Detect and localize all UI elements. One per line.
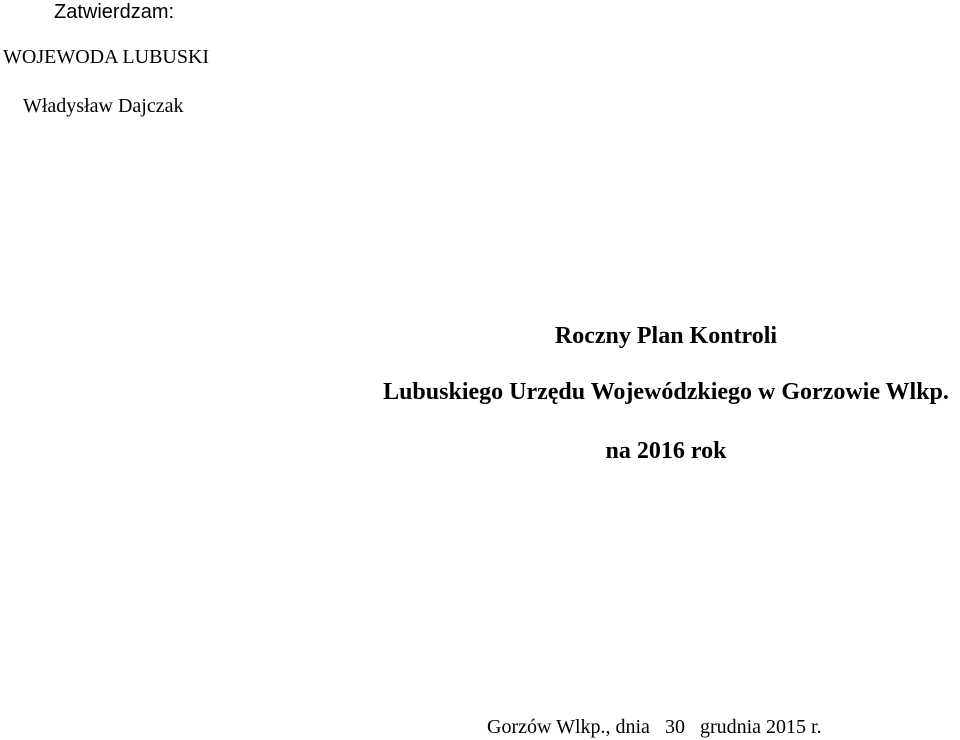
document-title-line-3: na 2016 rok bbox=[605, 438, 727, 464]
document-title-line-2: Lubuskiego Urzędu Wojewódzkiego w Gorzowie Wlkp. bbox=[383, 379, 949, 405]
date-month-year: grudnia 2015 r. bbox=[699, 716, 822, 738]
approver-name: Władysław Dajczak bbox=[23, 95, 184, 117]
approver-title: WOJEWODA LUBUSKI bbox=[3, 46, 210, 68]
date-day: 30 bbox=[664, 716, 685, 738]
place-prefix: Gorzów Wlkp., dnia bbox=[487, 716, 650, 738]
document-title-line-1: Roczny Plan Kontroli bbox=[554, 323, 778, 349]
place-and-date bbox=[487, 715, 822, 739]
approval-label: Zatwierdzam: bbox=[54, 1, 175, 23]
